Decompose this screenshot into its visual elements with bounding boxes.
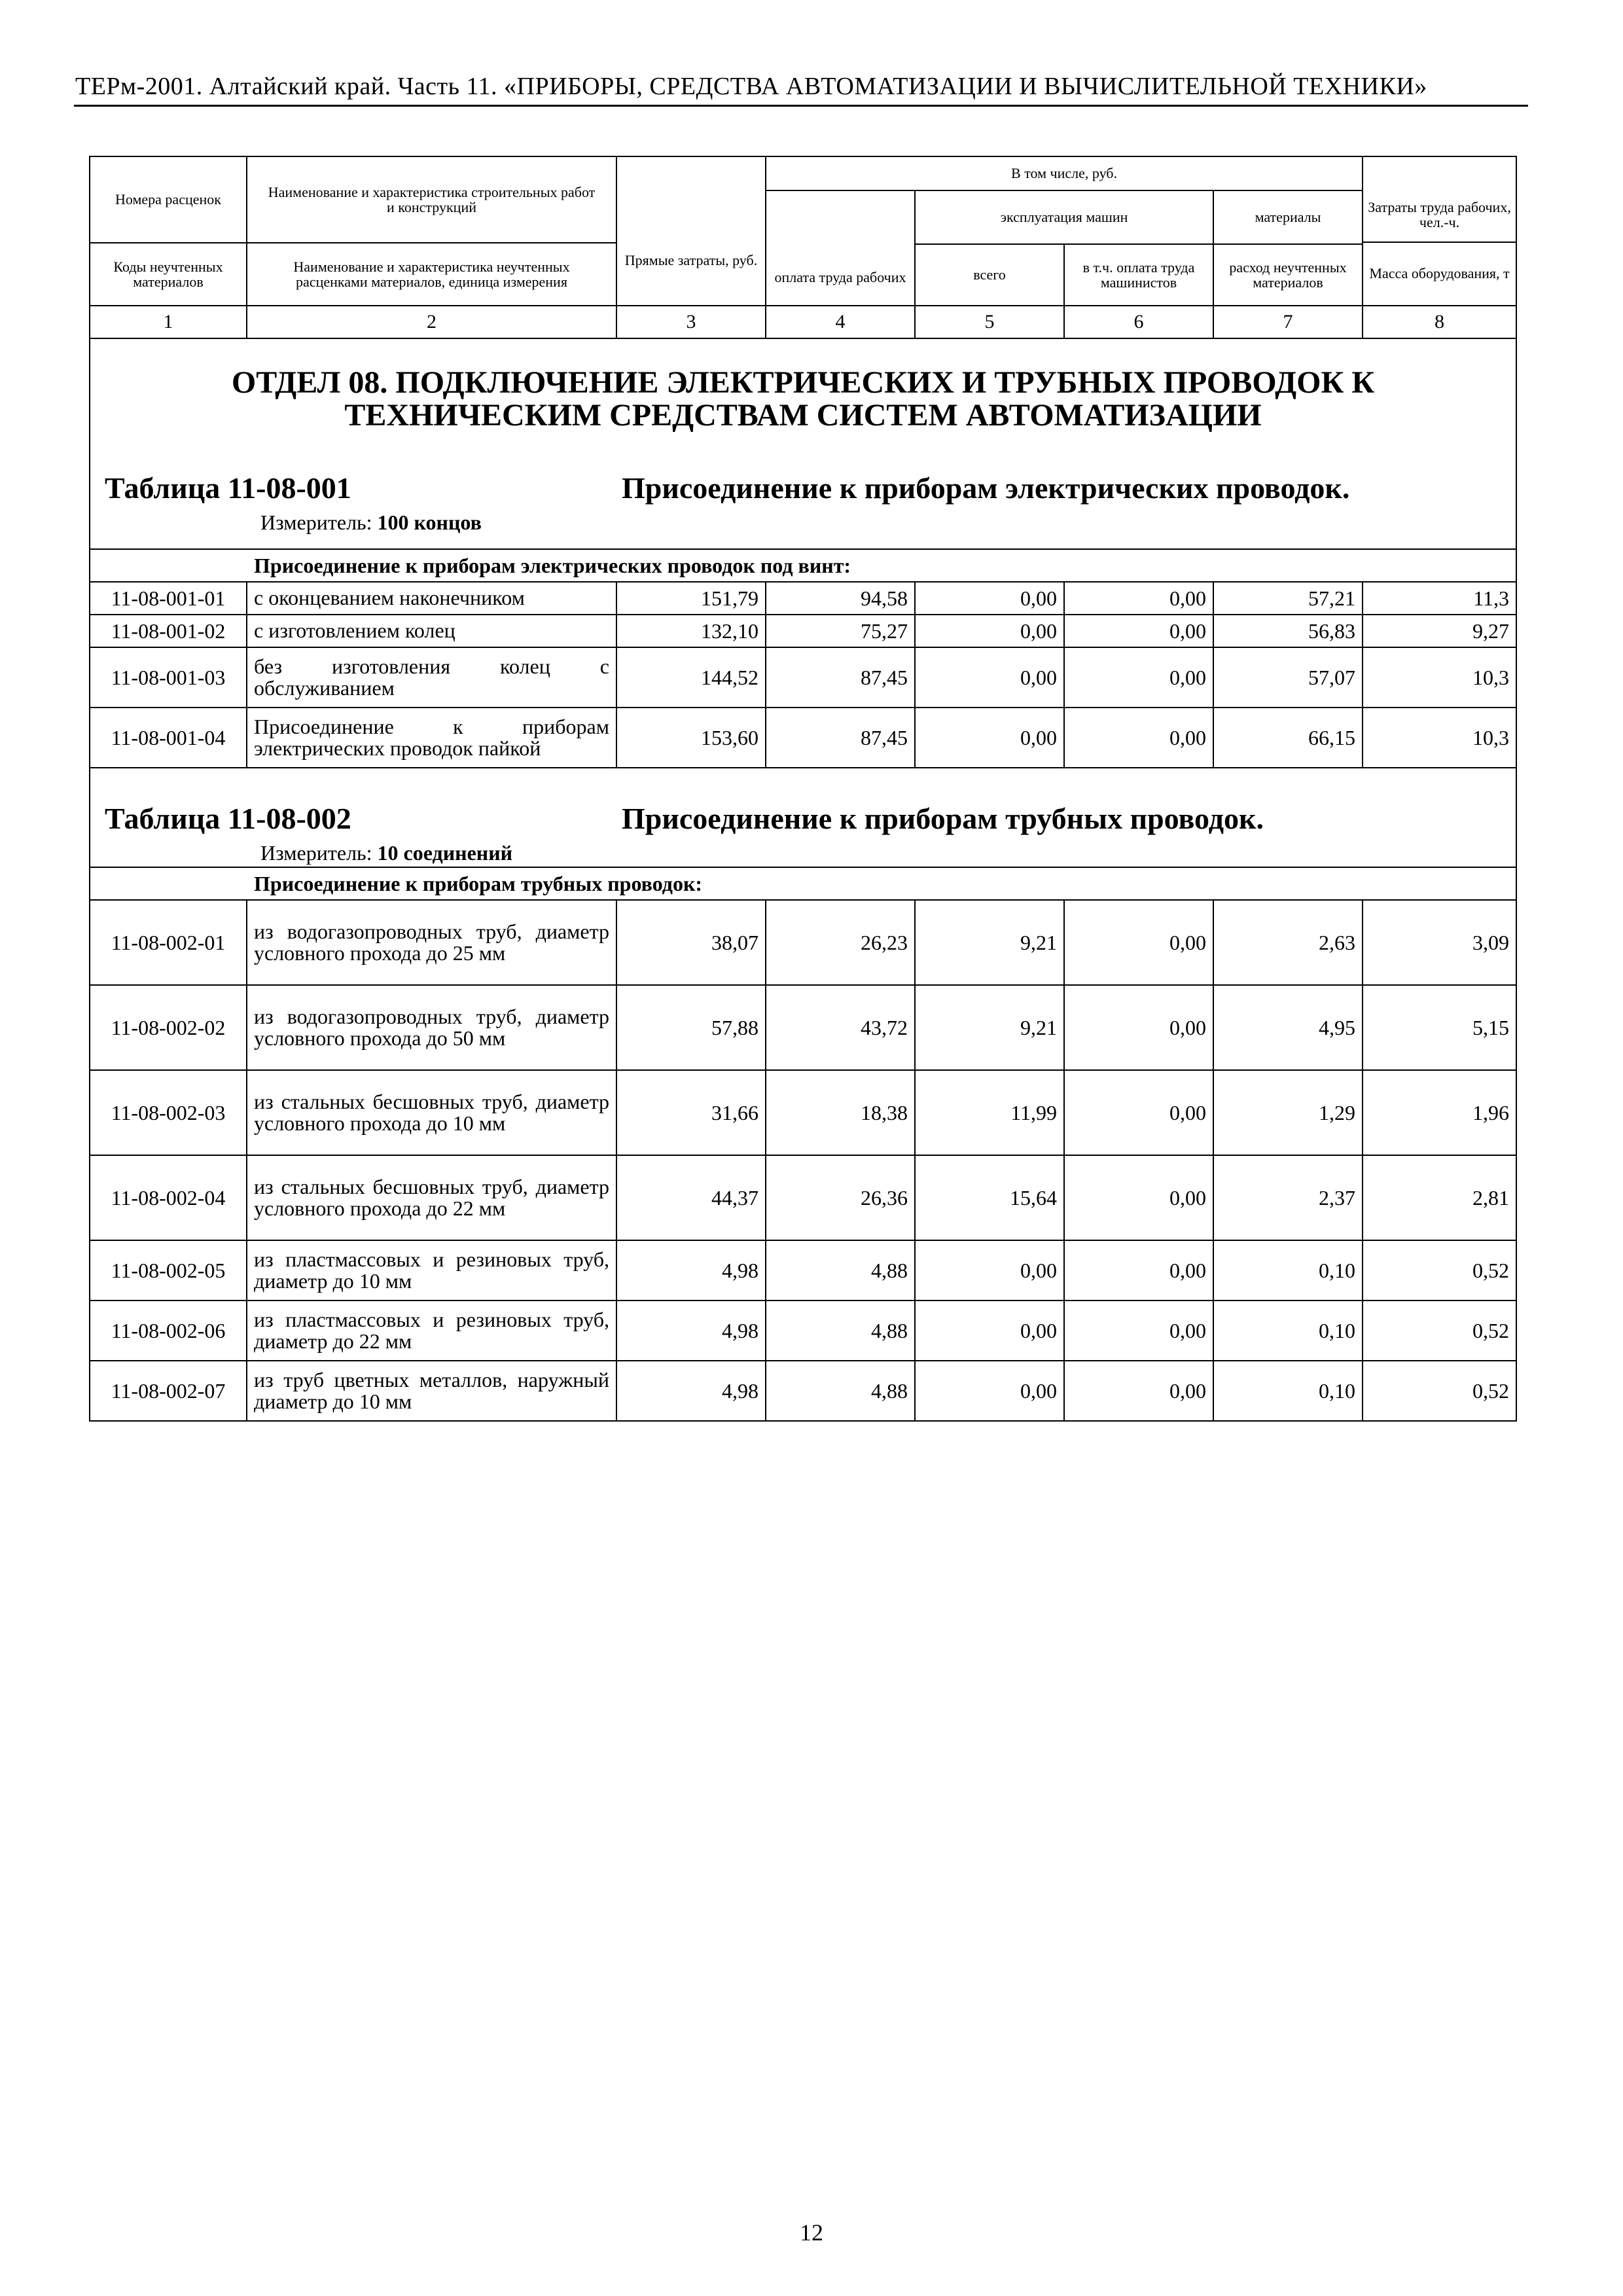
value-cell: 18,38 <box>766 1070 915 1155</box>
table-row <box>90 582 1516 615</box>
value-cell: 38,07 <box>616 900 766 985</box>
value-cell: 0,00 <box>915 647 1064 708</box>
value-cell: 0,00 <box>915 615 1064 647</box>
section-title: ОТДЕЛ 08. ПОДКЛЮЧЕНИЕ ЭЛЕКТРИЧЕСКИХ И ТРУБНЫХ ПРОВОДОК К ТЕХНИЧЕСКИМ СРЕДСТВАМ СИСТЕМ АВТОМАТИЗАЦИИ <box>231 365 1375 433</box>
value-cell: 57,07 <box>1213 647 1363 708</box>
equipment-mass-label: Масса оборудования, т <box>1369 265 1510 282</box>
value-cell: 0,52 <box>1363 1300 1516 1361</box>
work-description: с оконцеванием наконечником <box>247 582 616 615</box>
table-row <box>90 1361 1516 1421</box>
rate-code: 11-08-001-01 <box>90 582 247 615</box>
rate-code: 11-08-002-02 <box>90 985 247 1070</box>
value-cell: 0,00 <box>1064 1300 1213 1361</box>
materials-header: материалы <box>1213 190 1363 244</box>
value-cell: 153,60 <box>616 708 766 768</box>
value-cell: 0,00 <box>915 1240 1064 1300</box>
rate-code: 11-08-002-01 <box>90 900 247 985</box>
value-cell: 87,45 <box>766 647 915 708</box>
table1-group-label: Присоединение к приборам электрических проводок под винт: <box>90 549 1516 582</box>
value-cell: 151,79 <box>616 582 766 615</box>
column-number: 2 <box>247 306 616 338</box>
value-cell: 144,52 <box>616 647 766 708</box>
value-cell: 0,00 <box>915 582 1064 615</box>
value-cell: 4,88 <box>766 1300 915 1361</box>
column-number: 8 <box>1363 306 1516 338</box>
value-cell: 10,3 <box>1363 708 1516 768</box>
value-cell: 0,00 <box>1064 900 1213 985</box>
table2-block <box>90 768 1516 867</box>
value-cell: 26,36 <box>766 1155 915 1240</box>
column-number: 7 <box>1213 306 1363 338</box>
table1-code: Таблица 11-08-001 <box>105 471 351 505</box>
table1-rows <box>90 582 1516 768</box>
value-cell: 0,00 <box>1064 615 1213 647</box>
value-cell: 132,10 <box>616 615 766 647</box>
rates-table <box>89 156 1517 1422</box>
value-cell: 1,96 <box>1363 1070 1516 1155</box>
total-header: всего <box>915 244 1064 306</box>
table-row <box>90 985 1516 1070</box>
table2-meter: Измеритель: 10 соединений <box>260 841 513 865</box>
header-rule <box>74 105 1528 107</box>
value-cell: 44,37 <box>616 1155 766 1240</box>
value-cell: 66,15 <box>1213 708 1363 768</box>
value-cell: 4,88 <box>766 1361 915 1421</box>
rate-code: 11-08-002-05 <box>90 1240 247 1300</box>
work-description: из водогазопроводных труб, диаметр условного прохода до 25 мм <box>247 900 616 985</box>
value-cell: 0,00 <box>1064 647 1213 708</box>
value-cell: 11,99 <box>915 1070 1064 1155</box>
table-row <box>90 708 1516 768</box>
col-labor-header <box>1363 156 1516 306</box>
value-cell: 9,21 <box>915 900 1064 985</box>
page-header: ТЕРм-2001. Алтайский край. Часть 11. «ПРИБОРЫ, СРЕДСТВА АВТОМАТИЗАЦИИ И ВЫЧИСЛИТЕЛЬНОЙ ТЕХНИКИ» <box>75 73 1427 100</box>
rate-numbers-label: Номера расценок <box>115 191 221 208</box>
rate-code: 11-08-001-04 <box>90 708 247 768</box>
value-cell: 0,52 <box>1363 1240 1516 1300</box>
work-description: с изготовлением колец <box>247 615 616 647</box>
work-description: из труб цветных металлов, наружный диаметр до 10 мм <box>247 1361 616 1421</box>
value-cell: 57,88 <box>616 985 766 1070</box>
rate-code: 11-08-001-03 <box>90 647 247 708</box>
value-cell: 0,00 <box>1064 985 1213 1070</box>
value-cell: 0,00 <box>1064 582 1213 615</box>
work-description: из пластмассовых и резиновых труб, диаметр до 22 мм <box>247 1300 616 1361</box>
table-row <box>90 1155 1516 1240</box>
value-cell: 0,00 <box>1064 1070 1213 1155</box>
name-unaccounted-label: Наименование и характеристика неучтенных расценками материалов, единица измерения <box>293 258 570 290</box>
value-cell: 31,66 <box>616 1070 766 1155</box>
table-row <box>90 900 1516 985</box>
work-description: из стальных бесшовных труб, диаметр условного прохода до 10 мм <box>247 1070 616 1155</box>
table-row <box>90 647 1516 708</box>
wages-header: оплата труда рабочих <box>766 190 915 306</box>
rate-code: 11-08-002-03 <box>90 1070 247 1155</box>
machines-header: эксплуатация машин <box>915 190 1213 244</box>
value-cell: 0,52 <box>1363 1361 1516 1421</box>
table2-title: Присоединение к приборам трубных проводок. <box>622 802 1264 835</box>
work-description: без изготовления колец с обслуживанием <box>247 647 616 708</box>
rate-code: 11-08-001-02 <box>90 615 247 647</box>
value-cell: 2,37 <box>1213 1155 1363 1240</box>
value-cell: 5,15 <box>1363 985 1516 1070</box>
col-name-header <box>247 156 616 306</box>
name-char-label: Наименование и характеристика строительных работ и конструкций <box>268 183 596 215</box>
value-cell: 4,98 <box>616 1240 766 1300</box>
unaccounted-consumption-header: расход неучтенных материалов <box>1213 244 1363 306</box>
table1-title: Присоединение к приборам электрических проводок. <box>622 471 1350 505</box>
column-number: 6 <box>1064 306 1213 338</box>
value-cell: 0,00 <box>915 1361 1064 1421</box>
value-cell: 57,21 <box>1213 582 1363 615</box>
value-cell: 0,00 <box>1064 708 1213 768</box>
rate-code: 11-08-002-06 <box>90 1300 247 1361</box>
rate-code: 11-08-002-04 <box>90 1155 247 1240</box>
section-block <box>90 338 1516 549</box>
value-cell: 0,00 <box>915 1300 1064 1361</box>
table1-heading <box>97 471 1509 505</box>
value-cell: 94,58 <box>766 582 915 615</box>
value-cell: 0,00 <box>915 708 1064 768</box>
page-number: 12 <box>800 2219 823 2246</box>
value-cell: 56,83 <box>1213 615 1363 647</box>
value-cell: 87,45 <box>766 708 915 768</box>
rate-code: 11-08-002-07 <box>90 1361 247 1421</box>
column-numbers-row <box>90 306 1516 338</box>
value-cell: 3,09 <box>1363 900 1516 985</box>
table-row <box>90 1300 1516 1361</box>
value-cell: 0,10 <box>1213 1300 1363 1361</box>
value-cell: 0,10 <box>1213 1240 1363 1300</box>
incl-operators-header: в т.ч. оплата труда машинистов <box>1064 244 1213 306</box>
table2-group-label: Присоединение к приборам трубных проводок: <box>90 867 1516 900</box>
table-row <box>90 1240 1516 1300</box>
work-description: из пластмассовых и резиновых труб, диаметр до 10 мм <box>247 1240 616 1300</box>
value-cell: 0,00 <box>1064 1155 1213 1240</box>
value-cell: 9,27 <box>1363 615 1516 647</box>
codes-label: Коды неучтенных материалов <box>113 258 223 290</box>
table2-code: Таблица 11-08-002 <box>105 802 351 835</box>
table-row <box>90 615 1516 647</box>
value-cell: 11,3 <box>1363 582 1516 615</box>
value-cell: 0,00 <box>1064 1361 1213 1421</box>
direct-costs-header: Прямые затраты, руб. <box>616 156 766 306</box>
value-cell: 4,98 <box>616 1361 766 1421</box>
value-cell: 1,29 <box>1213 1070 1363 1155</box>
value-cell: 75,27 <box>766 615 915 647</box>
value-cell: 0,10 <box>1213 1361 1363 1421</box>
value-cell: 15,64 <box>915 1155 1064 1240</box>
value-cell: 2,81 <box>1363 1155 1516 1240</box>
table2-rows <box>90 900 1516 1421</box>
column-number: 3 <box>616 306 766 338</box>
value-cell: 43,72 <box>766 985 915 1070</box>
column-number: 4 <box>766 306 915 338</box>
value-cell: 26,23 <box>766 900 915 985</box>
table1-meter: Измеритель: 100 концов <box>260 510 482 534</box>
value-cell: 4,98 <box>616 1300 766 1361</box>
value-cell: 4,88 <box>766 1240 915 1300</box>
value-cell: 9,21 <box>915 985 1064 1070</box>
including-header: В том числе, руб. <box>766 156 1363 190</box>
work-description: из водогазопроводных труб, диаметр условного прохода до 50 мм <box>247 985 616 1070</box>
work-description: из стальных бесшовных труб, диаметр условного прохода до 22 мм <box>247 1155 616 1240</box>
value-cell: 0,00 <box>1064 1240 1213 1300</box>
col-rate-numbers-header <box>90 156 247 306</box>
table-row <box>90 1070 1516 1155</box>
labor-costs-label: Затраты труда рабочих, чел.-ч. <box>1368 198 1511 230</box>
work-description: Присоединение к приборам электрических проводок пайкой <box>247 708 616 768</box>
column-number: 5 <box>915 306 1064 338</box>
value-cell: 2,63 <box>1213 900 1363 985</box>
column-number: 1 <box>90 306 247 338</box>
table2-heading <box>97 801 1509 836</box>
value-cell: 10,3 <box>1363 647 1516 708</box>
value-cell: 4,95 <box>1213 985 1363 1070</box>
